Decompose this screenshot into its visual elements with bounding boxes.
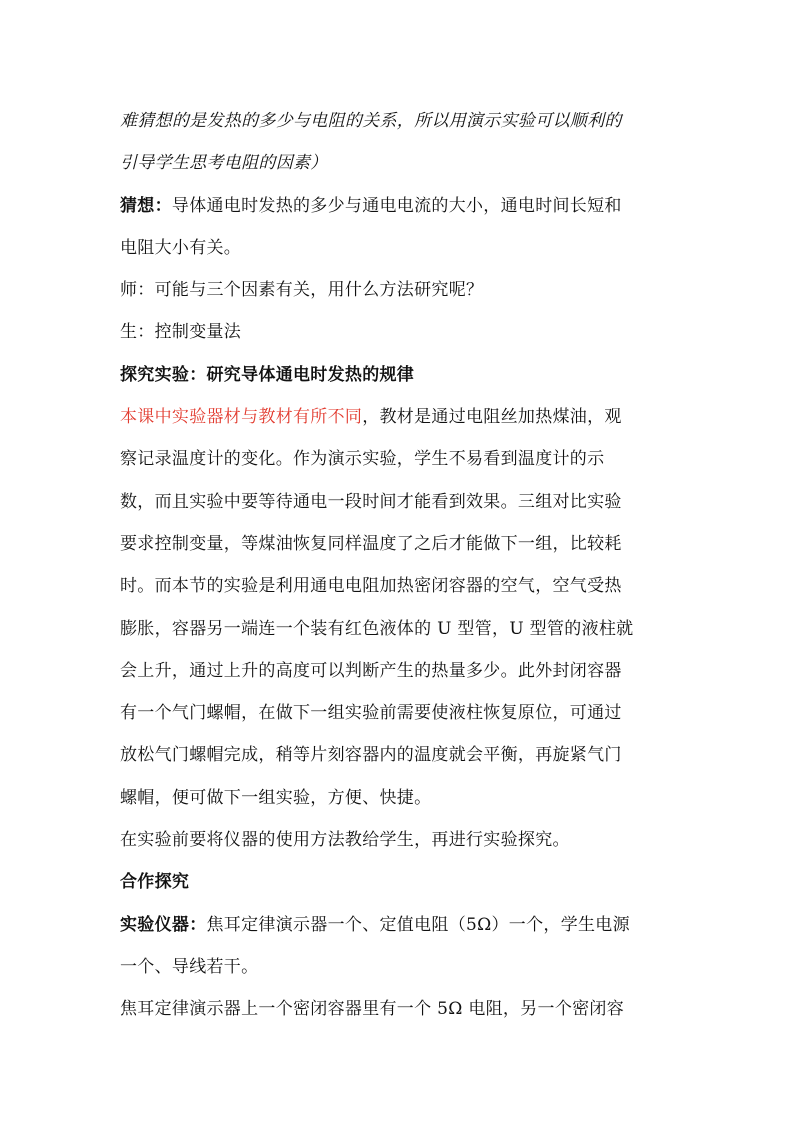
text-segment: 焦耳定律演示器一个、定值电阻（5Ω）一个，学生电源 [206, 914, 630, 935]
text-line [120, 904, 680, 946]
highlighted-text: 本课中实验器材与教材有所不同 [120, 407, 363, 428]
document-page [120, 100, 680, 1031]
text-segment: ，教材是通过电阻丝加热煤油，观 [362, 407, 622, 428]
text-segment: 放松气门螺帽完成，稍等片刻容器内的温度就会平衡，再旋紧气门 [120, 745, 622, 766]
text-segment: 膨胀，容器另一端连一个装有红色液体的 U 型管，U 型管的液柱就 [120, 618, 634, 639]
text-line [120, 142, 680, 184]
text-segment: 导体通电时发热的多少与通电电流的大小，通电时间长短和 [171, 195, 622, 216]
text-segment: 生：控制变量法 [120, 322, 242, 343]
text-line [120, 777, 680, 819]
text-line [120, 185, 680, 227]
text-line [120, 819, 680, 861]
text-line [120, 608, 680, 650]
text-segment: 焦耳定律演示器上一个密闭容器里有一个 5Ω 电阻，另一个密闭容 [120, 999, 625, 1020]
text-segment: 察记录温度计的变化。作为演示实验，学生不易看到温度计的示 [120, 449, 605, 470]
text-line [120, 988, 680, 1030]
text-segment: 难猜想的是发热的多少与电阻的关系，所以用演示实验可以顺利的 [120, 111, 622, 131]
text-segment: 要求控制变量，等煤油恢复同样温度了之后才能做下一组，比较耗 [120, 533, 622, 554]
text-line [120, 481, 680, 523]
text-line [120, 311, 680, 353]
bold-label: 实验仪器： [120, 914, 207, 935]
text-line [120, 565, 680, 607]
bold-label: 合作探究 [120, 872, 190, 893]
text-line [120, 523, 680, 565]
text-segment: 会上升，通过上升的高度可以判断产生的热量多少。此外封闭容器 [120, 660, 622, 681]
text-line [120, 650, 680, 692]
text-segment: 一个、导线若干。 [120, 956, 259, 977]
text-line [120, 692, 680, 734]
text-segment: 引导学生思考电阻的因素） [120, 153, 328, 174]
text-segment: 数，而且实验中要等待通电一段时间才能看到效果。三组对比实验 [120, 491, 622, 512]
bold-label: 探究实验：研究导体通电时发热的规律 [120, 364, 415, 385]
text-segment: 电阻大小有关。 [120, 237, 242, 258]
text-line [120, 100, 680, 142]
text-line [120, 269, 680, 311]
text-segment: 有一个气门螺帽，在做下一组实验前需要使液柱恢复原位，可通过 [120, 703, 622, 724]
text-segment: 螺帽，便可做下一组实验，方便、快捷。 [120, 787, 432, 808]
text-line [120, 438, 680, 480]
text-line [120, 734, 680, 776]
text-line [120, 861, 680, 903]
text-line [120, 354, 680, 396]
text-segment: 在实验前要将仪器的使用方法教给学生，再进行实验探究。 [120, 830, 570, 851]
text-line [120, 227, 680, 269]
text-line [120, 946, 680, 988]
text-segment: 时。而本节的实验是利用通电电阻加热密闭容器的空气，空气受热 [120, 576, 622, 597]
text-segment: 师：可能与三个因素有关，用什么方法研究呢？ [120, 280, 484, 301]
text-line [120, 396, 680, 438]
bold-label: 猜想： [120, 195, 172, 216]
